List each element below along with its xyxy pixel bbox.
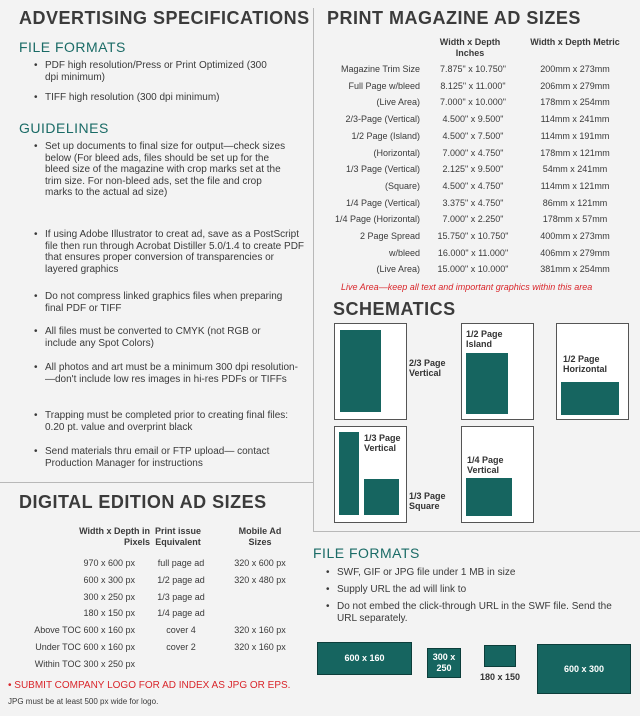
print-cell-inches: 2.125" x 9.500" <box>442 164 504 175</box>
col-header-print: Print issue Equivalent <box>154 526 201 547</box>
schematic-half-horizontal <box>561 382 619 415</box>
digital-cell-mobile: 320 x 160 px <box>234 625 286 636</box>
guideline-item: • All files must be converted to CMYK (not RGB or include any Spot Colors) <box>34 326 295 349</box>
print-cell-label: 1/3 Page (Vertical) <box>345 164 420 175</box>
digital-cell-pixels: Above TOC 600 x 160 px <box>34 625 135 636</box>
print-cell-label: w/bleed <box>388 247 420 258</box>
print-cell-inches: 7.000" x 10.000" <box>440 97 506 108</box>
digital-cell-pixels: 970 x 600 px <box>83 558 135 568</box>
col-header-pixels: Width x Depth in Pixels <box>79 526 150 547</box>
print-cell-metric: 86mm x 121mm <box>542 197 608 208</box>
print-cell-inches: 16.000" x 11.000" <box>437 247 509 258</box>
guideline-item: • All photos and art must be a minimum 300 dpi resolution-—don't include low res images in hi-res PDFs or TIFFs <box>34 362 301 385</box>
print-cell-metric: 114mm x 121mm <box>540 180 610 191</box>
print-cell-inches: 7.000" x 4.750" <box>442 147 504 158</box>
schematic-label: 1/4 Page Vertical <box>467 455 504 475</box>
guideline-item: • Set up documents to final size for output—check sizes below (For bleed ads, files should be set up for the bleed size of the magazine with crop marks set at the trim size. For non-bleed ads, set the file and crop marks to the actual ad size) <box>34 141 291 199</box>
schematic-two-thirds-vertical <box>340 330 381 412</box>
col-header-mobile: Mobile Ad Sizes <box>238 526 282 547</box>
file-format-item: • TIFF high resolution (300 dpi minimum) <box>34 92 285 104</box>
print-cell-metric: 400mm x 273mm <box>540 231 610 241</box>
live-area-note: Live Area—keep all text and important graphics within this area <box>341 282 593 292</box>
digital-ad-box-300x250: 300 x 250 <box>427 648 461 678</box>
digital-title: DIGITAL EDITION AD SIZES <box>19 492 267 512</box>
col-header-inches: Width x Depth Inches <box>439 37 501 58</box>
digital-ad-box-label: 180 x 150 <box>479 672 521 682</box>
print-cell-label: 2 Page Spread <box>359 231 420 241</box>
print-sizes-title: PRINT MAGAZINE AD SIZES <box>327 8 581 28</box>
digital-ad-box-600x300: 600 x 300 <box>537 644 631 694</box>
print-cell-label: 1/2 Page (Island) <box>351 130 420 141</box>
print-cell-inches: 8.125" x 11.000" <box>440 80 506 91</box>
print-cell-label: (Square) <box>384 180 420 191</box>
schematics-title: SCHEMATICS <box>333 299 456 319</box>
schematic-quarter-vertical <box>466 478 512 516</box>
guideline-item: • Do not compress linked graphics files when preparing final PDF or TIFF <box>34 291 285 314</box>
print-cell-label: (Horizontal) <box>373 147 420 158</box>
schematic-label: 1/3 Page Square <box>409 491 446 511</box>
print-cell-inches: 7.875" x 10.750" <box>440 64 506 74</box>
digital-cell-print: 1/2 page ad <box>157 574 205 585</box>
digital-cell-print: cover 2 <box>166 642 196 652</box>
print-cell-metric: 406mm x 279mm <box>540 247 610 258</box>
schematic-label: 1/2 Page Horizontal <box>563 354 607 374</box>
digital-cell-print: full page ad <box>157 558 205 568</box>
digital-cell-pixels: Within TOC 300 x 250 px <box>34 658 135 669</box>
print-cell-label: 1/4 Page (Horizontal) <box>334 214 420 225</box>
schematic-label: 1/3 Page Vertical <box>364 433 401 453</box>
print-cell-inches: 7.000" x 2.250" <box>442 214 504 225</box>
file-format-item: • PDF high resolution/Press or Print Optimized (300 dpi minimum) <box>34 60 281 83</box>
guideline-item: • If using Adobe Illustrator to creat ad, save as a PostScript file then run through Acrobat Distiller 5.0/1.4 to create PDF that ensures proper conversion of transparencies or layered graphics <box>34 229 307 275</box>
digital-format-item: • Do not embed the click-through URL in the SWF file. Send the URL separately. <box>326 601 627 624</box>
print-cell-inches: 4.500" x 4.750" <box>442 180 504 191</box>
guidelines-heading: GUIDELINES <box>19 120 109 136</box>
digital-ad-box-600x160: 600 x 160 <box>317 642 412 675</box>
digital-cell-pixels: Under TOC 600 x 160 px <box>35 642 135 652</box>
print-cell-inches: 4.500" x 9.500" <box>442 114 504 125</box>
digital-ad-box-180x150 <box>484 645 516 667</box>
file-formats-heading: FILE FORMATS <box>19 39 126 55</box>
logo-note: • SUBMIT COMPANY LOGO FOR AD INDEX AS JPG OR EPS. <box>8 680 291 691</box>
digital-cell-print: 1/4 page ad <box>157 608 205 619</box>
digital-cell-pixels: 180 x 150 px <box>83 608 135 619</box>
print-cell-inches: 3.375" x 4.750" <box>442 197 504 208</box>
schematic-label: 1/2 Page Island <box>466 329 503 349</box>
schematic-label: 2/3 Page Vertical <box>409 358 446 378</box>
print-cell-inches: 4.500" x 7.500" <box>442 130 504 141</box>
digital-cell-pixels: 600 x 300 px <box>83 574 135 585</box>
digital-cell-mobile: 320 x 160 px <box>234 642 286 652</box>
digital-format-item: • Supply URL the ad will link to <box>326 584 637 596</box>
print-cell-label: (Live Area) <box>376 97 420 108</box>
print-cell-label: Full Page w/bleed <box>348 80 420 91</box>
ad-specs-title: ADVERTISING SPECIFICATIONS <box>19 8 310 28</box>
print-cell-metric: 114mm x 241mm <box>540 114 610 125</box>
print-cell-label: 2/3-Page (Vertical) <box>345 114 420 125</box>
digital-cell-print: cover 4 <box>166 625 196 636</box>
schematic-half-island <box>466 353 508 414</box>
digital-file-formats-heading: FILE FORMATS <box>313 545 420 561</box>
section-divider <box>313 531 640 532</box>
guideline-item: • Send materials thru email or FTP upload— contact Production Manager for instructions <box>34 446 297 469</box>
logo-sub-note: JPG must be at least 500 px wide for logo. <box>8 697 159 706</box>
guideline-item: • Trapping must be completed prior to creating final files: 0.20 pt. value and overprint black <box>34 410 297 433</box>
schematic-third-square <box>364 479 399 515</box>
digital-cell-print: 1/3 page ad <box>157 591 205 602</box>
print-cell-metric: 54mm x 241mm <box>542 164 608 175</box>
col-header-metric: Width x Depth Metric <box>530 37 620 47</box>
print-cell-inches: 15.000" x 10.000" <box>437 264 509 275</box>
print-cell-metric: 178mm x 121mm <box>540 147 610 158</box>
section-divider <box>0 482 313 483</box>
print-cell-metric: 200mm x 273mm <box>540 64 610 74</box>
print-cell-metric: 178mm x 254mm <box>540 97 610 108</box>
print-cell-metric: 381mm x 254mm <box>540 264 610 275</box>
digital-cell-pixels: 300 x 250 px <box>83 591 135 602</box>
print-cell-metric: 206mm x 279mm <box>540 80 610 91</box>
print-cell-metric: 114mm x 191mm <box>540 130 610 141</box>
digital-format-item: • SWF, GIF or JPG file under 1 MB in size <box>326 567 637 579</box>
print-cell-inches: 15.750" x 10.750" <box>437 231 509 241</box>
digital-cell-mobile: 320 x 600 px <box>234 558 286 568</box>
print-cell-label: (Live Area) <box>376 264 420 275</box>
print-cell-label: 1/4 Page (Vertical) <box>345 197 420 208</box>
print-cell-metric: 178mm x 57mm <box>542 214 608 225</box>
digital-cell-mobile: 320 x 480 px <box>234 574 286 585</box>
print-cell-label: Magazine Trim Size <box>340 64 420 74</box>
schematic-third-vertical <box>339 432 359 515</box>
